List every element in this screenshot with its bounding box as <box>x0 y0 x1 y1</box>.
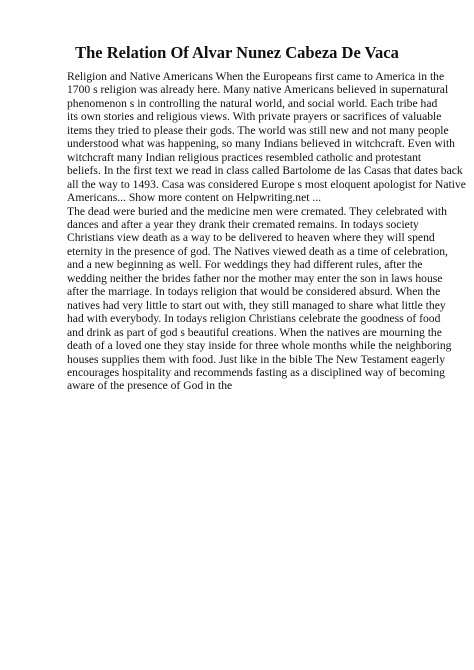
body-line: beliefs. In the first text we read in class called Bartolome de las Casas that dates back <box>67 164 463 178</box>
body-line: wedding neither the brides father nor the mother may enter the son in laws house <box>67 271 443 285</box>
body-line: The dead were buried and the medicine men were cremated. They celebrated with <box>67 204 447 218</box>
body-line: had with everybody. In todays religion Christians celebrate the goodness of food <box>67 312 441 326</box>
body-line: understood what was happening, so many Indians believed in witchcraft. Even with <box>67 137 455 151</box>
body-line: dances and after a year they drank their cremated remains. In todays society <box>67 217 419 231</box>
body-line: items they tried to please their gods. The world was still new and not many people <box>67 123 449 137</box>
document-body <box>67 70 467 393</box>
body-line: after the marriage. In todays religion that would be considered absurd. When the <box>67 285 441 299</box>
document-title: The Relation Of Alvar Nunez Cabeza De Vaca <box>75 43 399 62</box>
body-line: 1700 s religion was already here. Many native Americans believed in supernatural <box>67 83 449 97</box>
body-line: and a new beginning as well. For weddings they had different rules, after the <box>67 258 423 272</box>
body-line: phenomenon s in controlling the natural world, and social world. Each tribe had <box>67 96 438 110</box>
body-line: all the way to 1493. Casa was considered Europe s most eloquent apologist for Native <box>67 177 466 191</box>
body-line: houses supplies them with food. Just like in the bible The New Testament eagerly <box>67 352 446 366</box>
body-line: its own stories and religious views. With private prayers or sacrifices of valuable <box>67 110 442 124</box>
body-line: Americans... Show more content on Helpwriting.net ... <box>67 191 322 205</box>
body-line: witchcraft many Indian religious practices resembled catholic and protestant <box>67 150 422 164</box>
body-line: aware of the presence of God in the <box>67 379 233 393</box>
body-line: and drink as part of god s beautiful creations. When the natives are mourning the <box>67 325 442 339</box>
body-line: Christians view death as a way to be delivered to heaven where they will spend <box>67 231 435 245</box>
body-line: Religion and Native Americans When the Europeans first came to America in the <box>67 70 445 83</box>
body-line: eternity in the presence of god. The Natives viewed death as a time of celebration, <box>67 244 448 258</box>
body-line: encourages hospitality and recommends fasting as a disciplined way of becoming <box>67 365 445 379</box>
body-line: death of a loved one they stay inside for three whole months while the neighboring <box>67 339 452 353</box>
body-line: natives had very little to start out with, they still managed to share what little they <box>67 298 446 312</box>
